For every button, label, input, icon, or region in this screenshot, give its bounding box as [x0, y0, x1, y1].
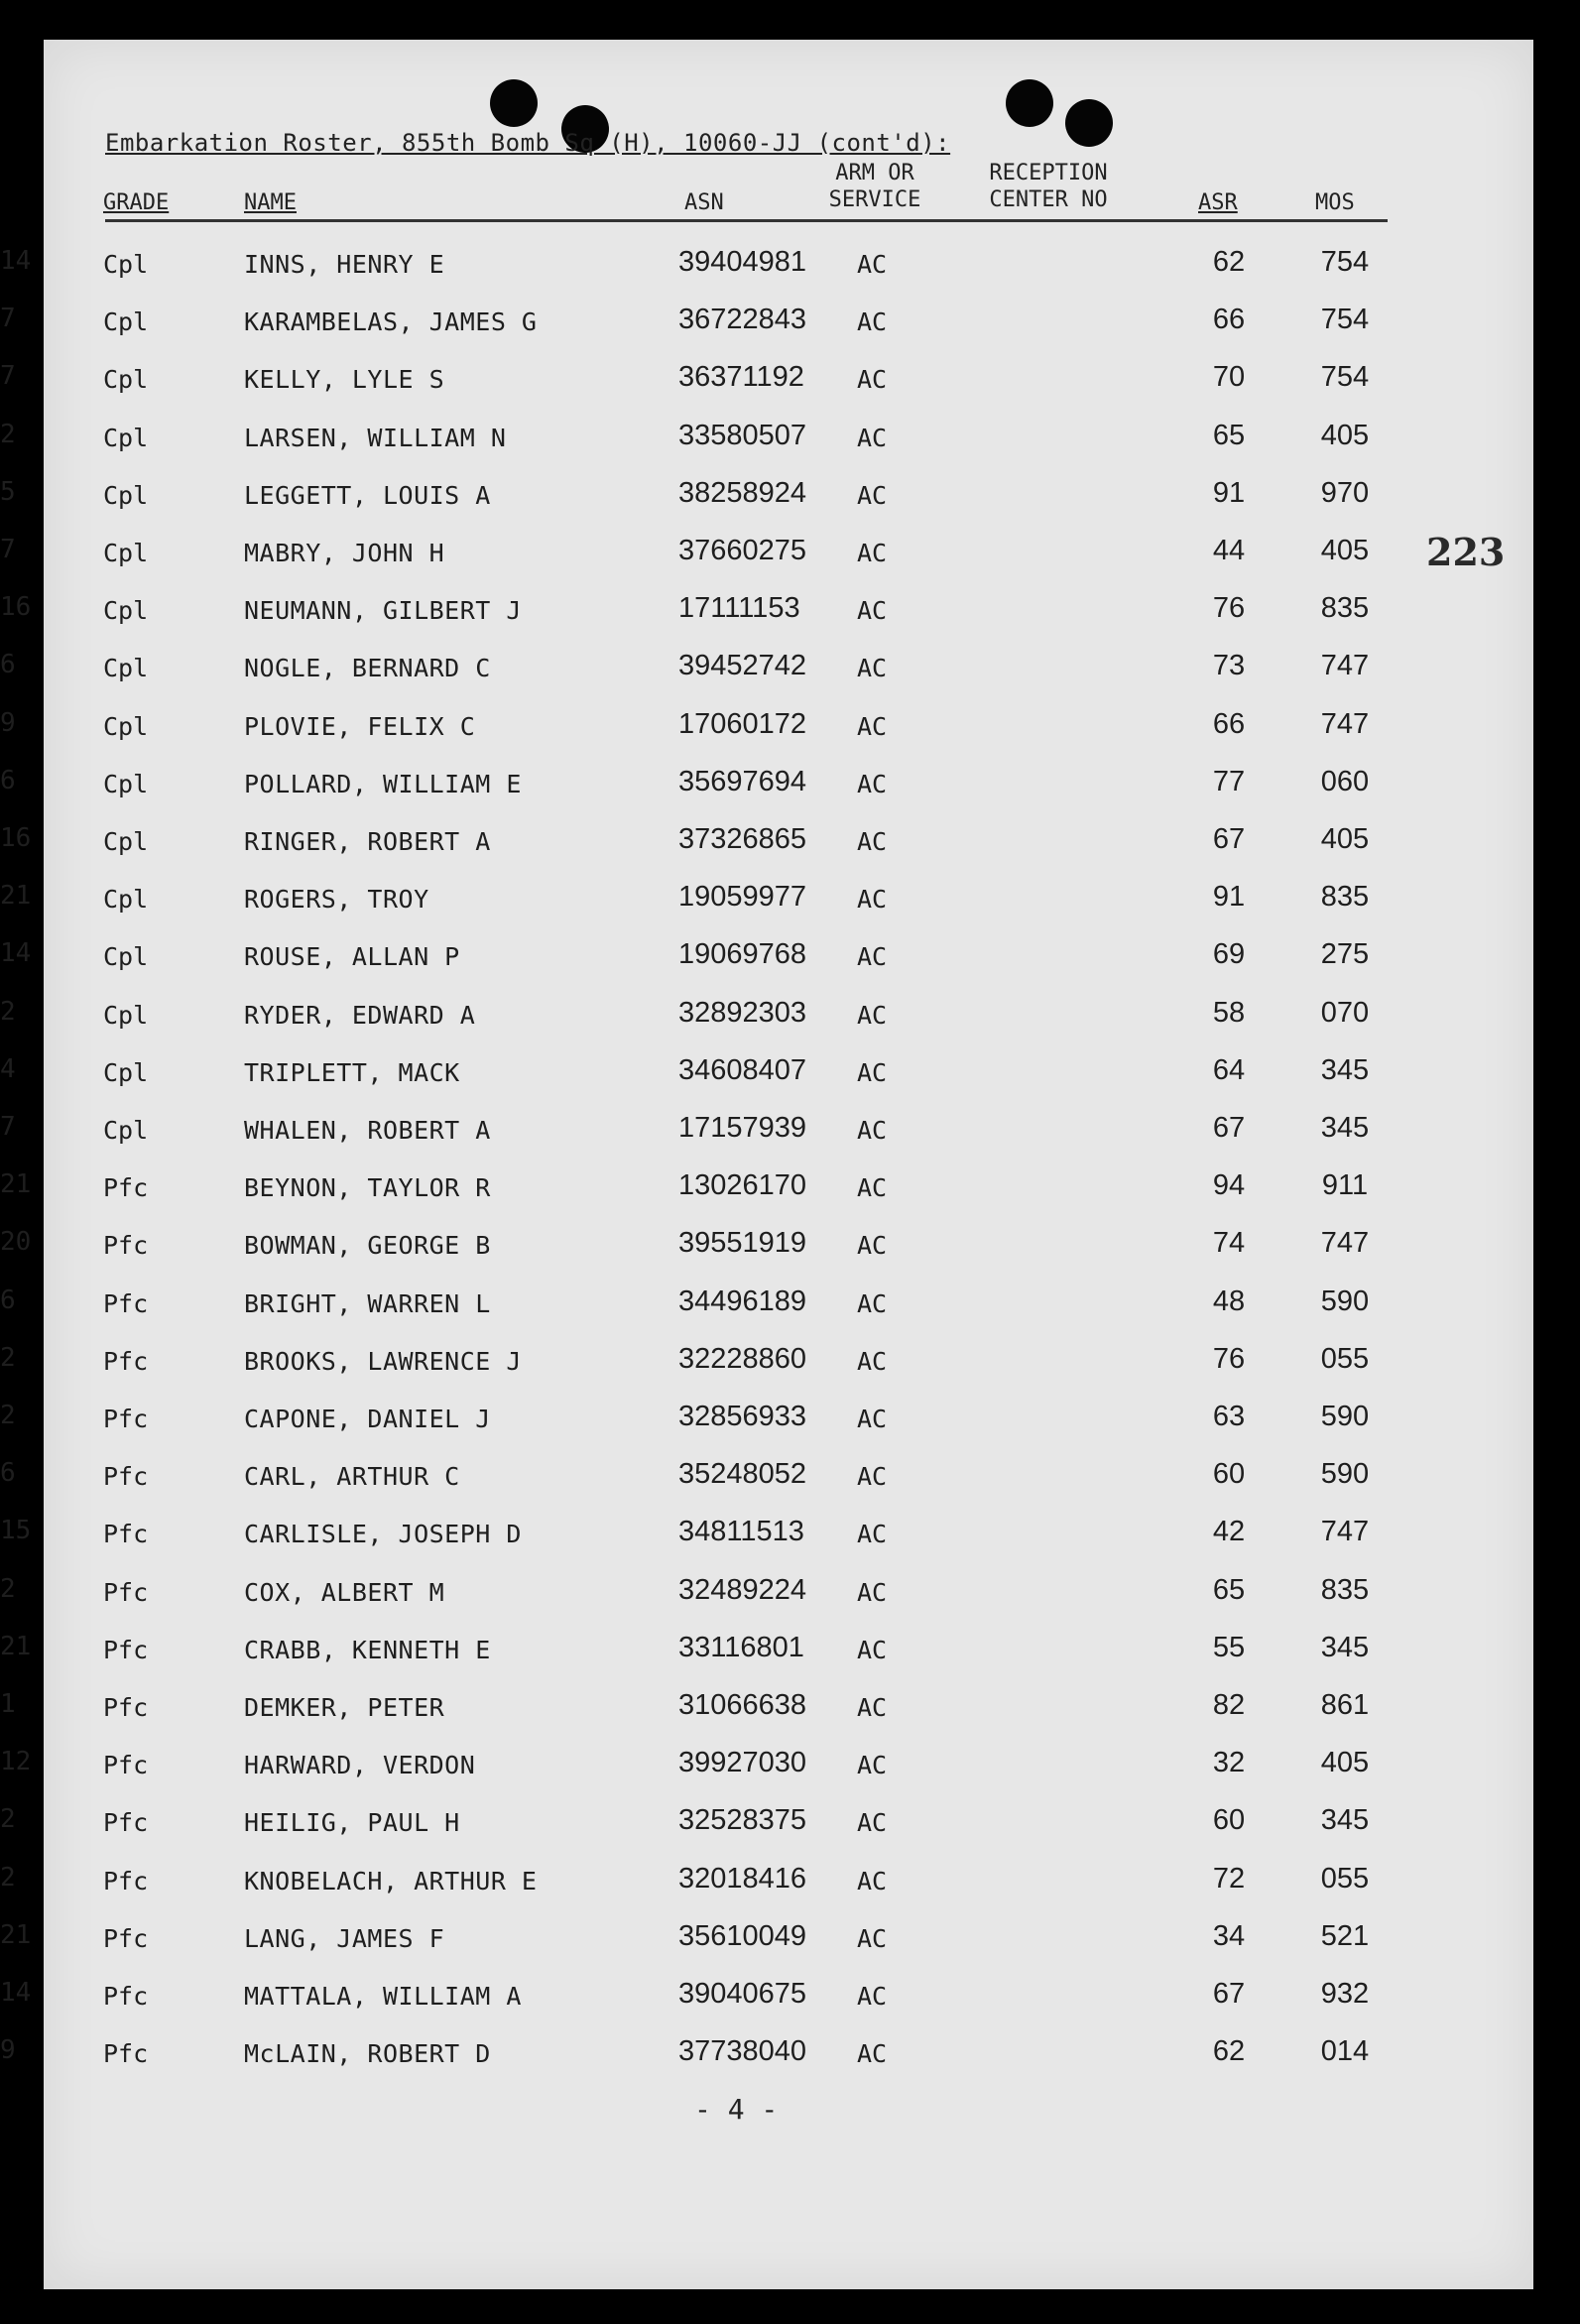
cell-mos: 835: [1320, 881, 1370, 913]
cell-grade: Cpl: [103, 1001, 149, 1030]
cell-asr: 48: [1212, 1285, 1246, 1317]
cell-asn: 35610049: [678, 1920, 807, 1952]
cell-asn: 38258924: [678, 477, 807, 509]
cell-grade: Cpl: [103, 770, 149, 798]
table-row: [0, 1343, 1580, 1387]
cell-name: DEMKER, PETER: [244, 1693, 445, 1722]
cell-name: NOGLE, BERNARD C: [244, 654, 491, 682]
cell-asr: 65: [1212, 420, 1246, 451]
cell-arm: AC: [857, 1982, 888, 2011]
cell-asr: 32: [1212, 1747, 1246, 1778]
cell-asn: 17060172: [678, 708, 807, 740]
cell-grade: Cpl: [103, 365, 149, 394]
cell-asn: 34811513: [678, 1516, 804, 1547]
table-row: [0, 535, 1580, 578]
cell-asn: 36371192: [678, 361, 804, 393]
cell-reception: 6: [0, 1458, 16, 1488]
cell-name: PLOVIE, FELIX C: [244, 712, 476, 741]
cell-arm: AC: [857, 596, 888, 625]
cell-arm: AC: [857, 1636, 888, 1664]
cell-name: MABRY, JOHN H: [244, 539, 445, 567]
table-row: [0, 1054, 1580, 1098]
cell-grade: Pfc: [103, 1405, 149, 1433]
table-row: [0, 1169, 1580, 1213]
cell-reception: 7: [0, 361, 16, 391]
table-row: [0, 246, 1580, 290]
cell-arm: AC: [857, 250, 888, 279]
table-row: [0, 2035, 1580, 2079]
cell-arm: AC: [857, 424, 888, 452]
cell-mos: 747: [1320, 1227, 1370, 1259]
cell-arm: AC: [857, 942, 888, 971]
cell-grade: Pfc: [103, 1289, 149, 1318]
header-arm-line1: ARM OR: [835, 161, 914, 185]
cell-asr: 76: [1212, 592, 1246, 624]
cell-reception: 14: [0, 1978, 32, 2008]
cell-reception: 16: [0, 823, 32, 853]
cell-reception: 2: [0, 1401, 16, 1430]
cell-mos: 911: [1321, 1169, 1369, 1201]
cell-reception: 2: [0, 1804, 16, 1834]
cell-asr: 58: [1212, 997, 1246, 1029]
cell-name: BRIGHT, WARREN L: [244, 1289, 491, 1318]
cell-grade: Cpl: [103, 654, 149, 682]
cell-asr: 66: [1212, 304, 1246, 335]
cell-reception: 6: [0, 650, 16, 679]
table-row: [0, 766, 1580, 809]
cell-name: ROGERS, TROY: [244, 885, 429, 914]
cell-mos: 932: [1320, 1978, 1370, 2010]
cell-asr: 55: [1212, 1632, 1246, 1663]
table-row: [0, 881, 1580, 924]
cell-arm: AC: [857, 1751, 888, 1779]
cell-mos: 060: [1320, 766, 1370, 797]
cell-grade: Pfc: [103, 1924, 149, 1953]
cell-mos: 405: [1320, 535, 1370, 566]
cell-grade: Cpl: [103, 424, 149, 452]
cell-name: CARL, ARTHUR C: [244, 1462, 460, 1491]
cell-asr: 67: [1212, 1112, 1246, 1144]
cell-grade: Pfc: [103, 1347, 149, 1376]
cell-asn: 39040675: [678, 1978, 807, 2010]
cell-mos: 345: [1320, 1054, 1370, 1086]
header-name: NAME: [244, 190, 297, 215]
cell-name: McLAIN, ROBERT D: [244, 2039, 491, 2068]
cell-asn: 34608407: [678, 1054, 807, 1086]
cell-asn: 39452742: [678, 650, 807, 681]
punch-hole: [1065, 99, 1113, 147]
cell-arm: AC: [857, 539, 888, 567]
cell-grade: Pfc: [103, 1231, 149, 1260]
cell-name: CARLISLE, JOSEPH D: [244, 1520, 522, 1548]
cell-grade: Pfc: [103, 1636, 149, 1664]
cell-arm: AC: [857, 1693, 888, 1722]
cell-reception: 2: [0, 1863, 16, 1893]
cell-name: LARSEN, WILLIAM N: [244, 424, 507, 452]
table-row: [0, 1804, 1580, 1848]
cell-grade: Pfc: [103, 1693, 149, 1722]
cell-name: MATTALA, WILLIAM A: [244, 1982, 522, 2011]
cell-grade: Pfc: [103, 1520, 149, 1548]
header-arm-service: [815, 161, 934, 212]
table-row: [0, 1747, 1580, 1790]
cell-grade: Cpl: [103, 885, 149, 914]
cell-asr: 65: [1212, 1574, 1246, 1606]
cell-grade: Pfc: [103, 1578, 149, 1607]
cell-reception: 14: [0, 246, 32, 276]
cell-mos: 835: [1320, 592, 1370, 624]
cell-arm: AC: [857, 1289, 888, 1318]
cell-asn: 33580507: [678, 420, 807, 451]
cell-asr: 67: [1212, 1978, 1246, 2010]
cell-mos: 970: [1320, 477, 1370, 509]
cell-reception: 21: [0, 1632, 32, 1661]
cell-grade: Pfc: [103, 1808, 149, 1837]
cell-asn: 19059977: [678, 881, 807, 913]
cell-asn: 13026170: [678, 1169, 807, 1201]
cell-grade: Cpl: [103, 307, 149, 336]
table-row: [0, 361, 1580, 405]
table-row: [0, 650, 1580, 693]
cell-asn: 19069768: [678, 938, 807, 970]
cell-name: COX, ALBERT M: [244, 1578, 445, 1607]
cell-name: LEGGETT, LOUIS A: [244, 481, 491, 510]
header-mos: MOS: [1315, 190, 1355, 215]
cell-name: KARAMBELAS, JAMES G: [244, 307, 538, 336]
cell-reception: 2: [0, 1574, 16, 1604]
cell-reception: 1: [0, 1689, 16, 1719]
cell-asr: 69: [1212, 938, 1246, 970]
cell-mos: 070: [1320, 997, 1370, 1029]
cell-asn: 33116801: [678, 1632, 804, 1663]
cell-mos: 835: [1320, 1574, 1370, 1606]
cell-mos: 747: [1320, 1516, 1370, 1547]
cell-arm: AC: [857, 1116, 888, 1145]
header-asr: ASR: [1198, 190, 1238, 215]
cell-asr: 74: [1212, 1227, 1246, 1259]
cell-arm: AC: [857, 2039, 888, 2068]
cell-arm: AC: [857, 1058, 888, 1087]
table-row: [0, 1978, 1580, 2021]
header-reception-line2: CENTER NO: [989, 187, 1108, 212]
cell-reception: 6: [0, 1285, 16, 1315]
table-row: [0, 708, 1580, 752]
cell-asr: 64: [1212, 1054, 1246, 1086]
cell-name: POLLARD, WILLIAM E: [244, 770, 522, 798]
cell-arm: AC: [857, 654, 888, 682]
cell-asr: 60: [1212, 1458, 1246, 1490]
cell-mos: 747: [1320, 708, 1370, 740]
cell-asn: 39404981: [678, 246, 807, 278]
cell-asr: 60: [1212, 1804, 1246, 1836]
table-row: [0, 1401, 1580, 1444]
cell-asr: 70: [1212, 361, 1246, 393]
table-row: [0, 1574, 1580, 1618]
cell-asn: 17111153: [678, 592, 800, 624]
cell-mos: 747: [1320, 650, 1370, 681]
cell-asn: 32018416: [678, 1863, 807, 1895]
cell-asr: 72: [1212, 1863, 1246, 1895]
cell-arm: AC: [857, 307, 888, 336]
cell-mos: 405: [1320, 823, 1370, 855]
cell-asn: 17157939: [678, 1112, 807, 1144]
cell-grade: Cpl: [103, 596, 149, 625]
cell-grade: Pfc: [103, 1982, 149, 2011]
cell-name: ROUSE, ALLAN P: [244, 942, 460, 971]
cell-asn: 39551919: [678, 1227, 807, 1259]
cell-reception: 9: [0, 2035, 16, 2065]
cell-reception: 14: [0, 938, 32, 968]
cell-mos: 590: [1320, 1285, 1370, 1317]
cell-name: KELLY, LYLE S: [244, 365, 445, 394]
table-row: [0, 304, 1580, 347]
cell-arm: AC: [857, 1520, 888, 1548]
cell-asn: 32489224: [678, 1574, 807, 1606]
cell-reception: 7: [0, 535, 16, 564]
cell-mos: 754: [1320, 304, 1370, 335]
cell-asr: 73: [1212, 650, 1246, 681]
table-row: [0, 1920, 1580, 1964]
cell-grade: Pfc: [103, 1173, 149, 1202]
cell-asn: 37738040: [678, 2035, 807, 2067]
cell-arm: AC: [857, 1462, 888, 1491]
cell-arm: AC: [857, 1578, 888, 1607]
page-number: - 4 -: [694, 2093, 779, 2126]
cell-asr: 91: [1212, 477, 1246, 509]
cell-reception: 21: [0, 1920, 32, 1950]
cell-asn: 35248052: [678, 1458, 807, 1490]
cell-name: TRIPLETT, MACK: [244, 1058, 460, 1087]
cell-asr: 67: [1212, 823, 1246, 855]
cell-reception: 7: [0, 304, 16, 333]
cell-reception: 7: [0, 1112, 16, 1142]
header-arm-line2: SERVICE: [828, 187, 921, 212]
cell-name: CAPONE, DANIEL J: [244, 1405, 491, 1433]
cell-reception: 20: [0, 1227, 32, 1257]
cell-asr: 62: [1212, 246, 1246, 278]
cell-grade: Cpl: [103, 1058, 149, 1087]
table-row: [0, 997, 1580, 1040]
cell-reception: 5: [0, 477, 16, 507]
table-row: [0, 938, 1580, 982]
cell-arm: AC: [857, 712, 888, 741]
cell-name: LANG, JAMES F: [244, 1924, 445, 1953]
table-row: [0, 420, 1580, 463]
table-row: [0, 592, 1580, 636]
margin-number: 223: [1426, 530, 1506, 574]
cell-reception: 9: [0, 708, 16, 738]
cell-grade: Pfc: [103, 2039, 149, 2068]
cell-name: BEYNON, TAYLOR R: [244, 1173, 491, 1202]
cell-mos: 275: [1320, 938, 1370, 970]
cell-arm: AC: [857, 1173, 888, 1202]
cell-name: BOWMAN, GEORGE B: [244, 1231, 491, 1260]
cell-reception: 2: [0, 420, 16, 449]
cell-mos: 521: [1320, 1920, 1370, 1952]
table-row: [0, 1632, 1580, 1675]
cell-arm: AC: [857, 827, 888, 856]
cell-arm: AC: [857, 481, 888, 510]
cell-asr: 44: [1212, 535, 1246, 566]
cell-reception: 21: [0, 1169, 32, 1199]
table-row: [0, 1227, 1580, 1271]
cell-arm: AC: [857, 1001, 888, 1030]
cell-arm: AC: [857, 770, 888, 798]
cell-grade: Pfc: [103, 1751, 149, 1779]
cell-asn: 36722843: [678, 304, 807, 335]
cell-name: BROOKS, LAWRENCE J: [244, 1347, 522, 1376]
cell-mos: 590: [1320, 1401, 1370, 1432]
cell-grade: Pfc: [103, 1867, 149, 1896]
header-asn: ASN: [684, 190, 724, 215]
cell-reception: 12: [0, 1747, 32, 1776]
cell-mos: 345: [1320, 1112, 1370, 1144]
cell-asn: 37660275: [678, 535, 807, 566]
cell-asr: 94: [1212, 1169, 1246, 1201]
cell-arm: AC: [857, 1924, 888, 1953]
cell-arm: AC: [857, 1231, 888, 1260]
cell-name: RYDER, EDWARD A: [244, 1001, 476, 1030]
cell-grade: Cpl: [103, 1116, 149, 1145]
cell-mos: 405: [1320, 420, 1370, 451]
cell-grade: Cpl: [103, 942, 149, 971]
cell-grade: Cpl: [103, 827, 149, 856]
cell-arm: AC: [857, 1808, 888, 1837]
cell-asr: 63: [1212, 1401, 1246, 1432]
cell-reception: 21: [0, 881, 32, 911]
cell-arm: AC: [857, 1405, 888, 1433]
cell-name: RINGER, ROBERT A: [244, 827, 491, 856]
cell-reception: 2: [0, 997, 16, 1027]
cell-asn: 32528375: [678, 1804, 807, 1836]
cell-reception: 2: [0, 1343, 16, 1373]
header-reception-line1: RECEPTION: [989, 161, 1108, 185]
cell-mos: 754: [1320, 361, 1370, 393]
header-reception-center: [974, 161, 1123, 212]
cell-asr: 91: [1212, 881, 1246, 913]
cell-name: HEILIG, PAUL H: [244, 1808, 460, 1837]
cell-asn: 39927030: [678, 1747, 807, 1778]
cell-asn: 32892303: [678, 997, 807, 1029]
cell-name: CRABB, KENNETH E: [244, 1636, 491, 1664]
cell-mos: 055: [1320, 1343, 1370, 1375]
cell-reception: 16: [0, 592, 32, 622]
cell-asr: 82: [1212, 1689, 1246, 1721]
cell-asn: 34496189: [678, 1285, 807, 1317]
cell-name: KNOBELACH, ARTHUR E: [244, 1867, 538, 1896]
cell-asn: 32228860: [678, 1343, 807, 1375]
cell-grade: Cpl: [103, 712, 149, 741]
cell-reception: 4: [0, 1054, 16, 1084]
table-row: [0, 1285, 1580, 1329]
cell-mos: 055: [1320, 1863, 1370, 1895]
punch-hole: [490, 79, 538, 127]
cell-grade: Pfc: [103, 1462, 149, 1491]
cell-arm: AC: [857, 885, 888, 914]
cell-reception: 15: [0, 1516, 32, 1545]
cell-asr: 66: [1212, 708, 1246, 740]
table-row: [0, 823, 1580, 867]
cell-mos: 405: [1320, 1747, 1370, 1778]
cell-asr: 62: [1212, 2035, 1246, 2067]
cell-asn: 37326865: [678, 823, 807, 855]
cell-grade: Cpl: [103, 539, 149, 567]
cell-asn: 32856933: [678, 1401, 807, 1432]
cell-arm: AC: [857, 365, 888, 394]
cell-grade: Cpl: [103, 250, 149, 279]
table-row: [0, 1863, 1580, 1906]
cell-reception: 6: [0, 766, 16, 795]
cell-name: WHALEN, ROBERT A: [244, 1116, 491, 1145]
cell-arm: AC: [857, 1867, 888, 1896]
table-row: [0, 1112, 1580, 1156]
cell-grade: Cpl: [103, 481, 149, 510]
table-row: [0, 1516, 1580, 1559]
cell-mos: 345: [1320, 1632, 1370, 1663]
header-grade: GRADE: [103, 190, 170, 215]
cell-asr: 76: [1212, 1343, 1246, 1375]
cell-name: HARWARD, VERDON: [244, 1751, 476, 1779]
header-rule: [105, 219, 1388, 222]
cell-asr: 77: [1212, 766, 1246, 797]
table-row: [0, 1458, 1580, 1502]
cell-asr: 34: [1212, 1920, 1246, 1952]
table-row: [0, 477, 1580, 521]
cell-name: INNS, HENRY E: [244, 250, 445, 279]
cell-name: NEUMANN, GILBERT J: [244, 596, 522, 625]
cell-mos: 590: [1320, 1458, 1370, 1490]
cell-arm: AC: [857, 1347, 888, 1376]
table-row: [0, 1689, 1580, 1733]
document-title: Embarkation Roster, 855th Bomb Sq (H), 10060-JJ (cont'd):: [105, 129, 951, 157]
cell-asr: 42: [1212, 1516, 1246, 1547]
cell-asn: 35697694: [678, 766, 807, 797]
punch-hole: [1006, 79, 1053, 127]
cell-mos: 014: [1320, 2035, 1370, 2067]
cell-mos: 861: [1320, 1689, 1370, 1721]
cell-asn: 31066638: [678, 1689, 807, 1721]
cell-mos: 345: [1320, 1804, 1370, 1836]
cell-mos: 754: [1320, 246, 1370, 278]
